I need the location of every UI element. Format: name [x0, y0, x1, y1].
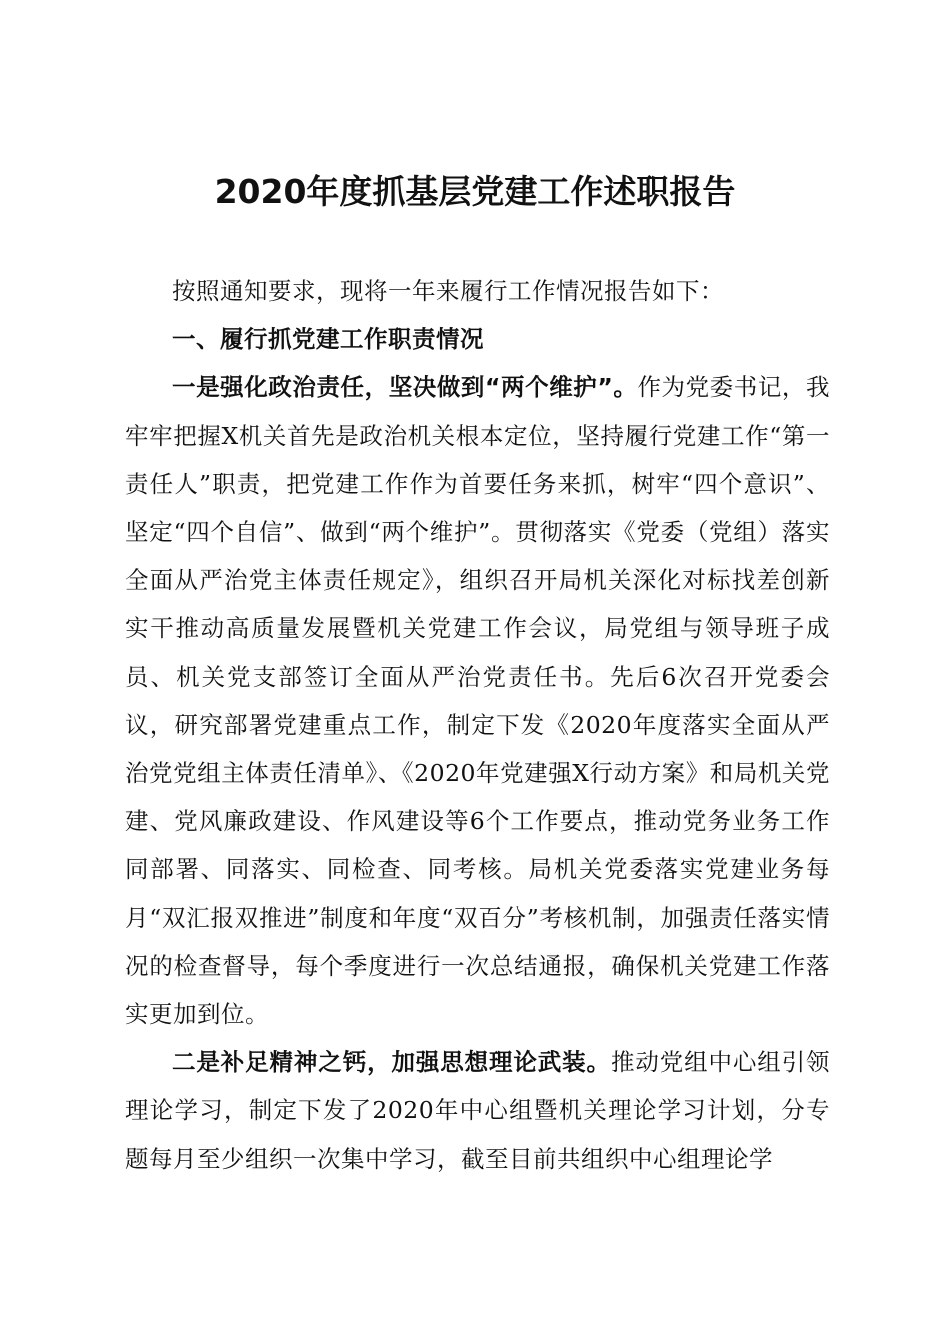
- document-body: [125, 267, 830, 1183]
- paragraph-1: [125, 363, 830, 1038]
- paragraph-2: [125, 1038, 830, 1183]
- paragraph-2-body: 推动党组中心组引领理论学习，制定下发了2020年中心组暨机关理论学习计划，分专题每月至少组织一次集中学习，截至目前共组织中心组理论学: [125, 1048, 831, 1173]
- intro-paragraph: 按照通知要求，现将一年来履行工作情况报告如下：: [172, 277, 724, 305]
- paragraph-1-lead: 一是强化政治责任，坚决做到“两个维护”。: [172, 373, 638, 402]
- paragraph-1-body: 作为党委书记，我牢牢把握X机关首先是政治机关根本定位，坚持履行党建工作“第一责任人”职责，把党建工作作为首要任务来抓，树牢“四个意识”、坚定“四个自信”、做到“两个维护”。贯彻落实《党委（党组）落实全面从严治党主体责任规定》，组织召开局机关深化对标找差创新实干推动高质量发展暨机关党建工作会议，局党组与领导班子成员、机关党支部签订全面从严治党责任书。先后6次召开党委会议，研究部署党建重点工作，制定下发《2020年度落实全面从严治党党组主体责任清单》、《2020年党建强X行动方案》和局机关党建、党风廉政建设、作风建设等6个工作要点，推动党务业务工作同部署、同落实、同检查、同考核。局机关党委落实党建业务每月“双汇报双推进”制度和年度“双百分”考核机制，加强责任落实情况的检查督导，每个季度进行一次总结通报，确保机关党建工作落实更加到位。: [125, 373, 830, 1029]
- document-title: 2020年度抓基层党建工作述职报告: [214, 172, 736, 211]
- section-heading: 一、履行抓党建工作职责情况: [172, 325, 484, 354]
- paragraph-2-lead: 二是补足精神之钙，加强思想理论武装。: [172, 1048, 611, 1077]
